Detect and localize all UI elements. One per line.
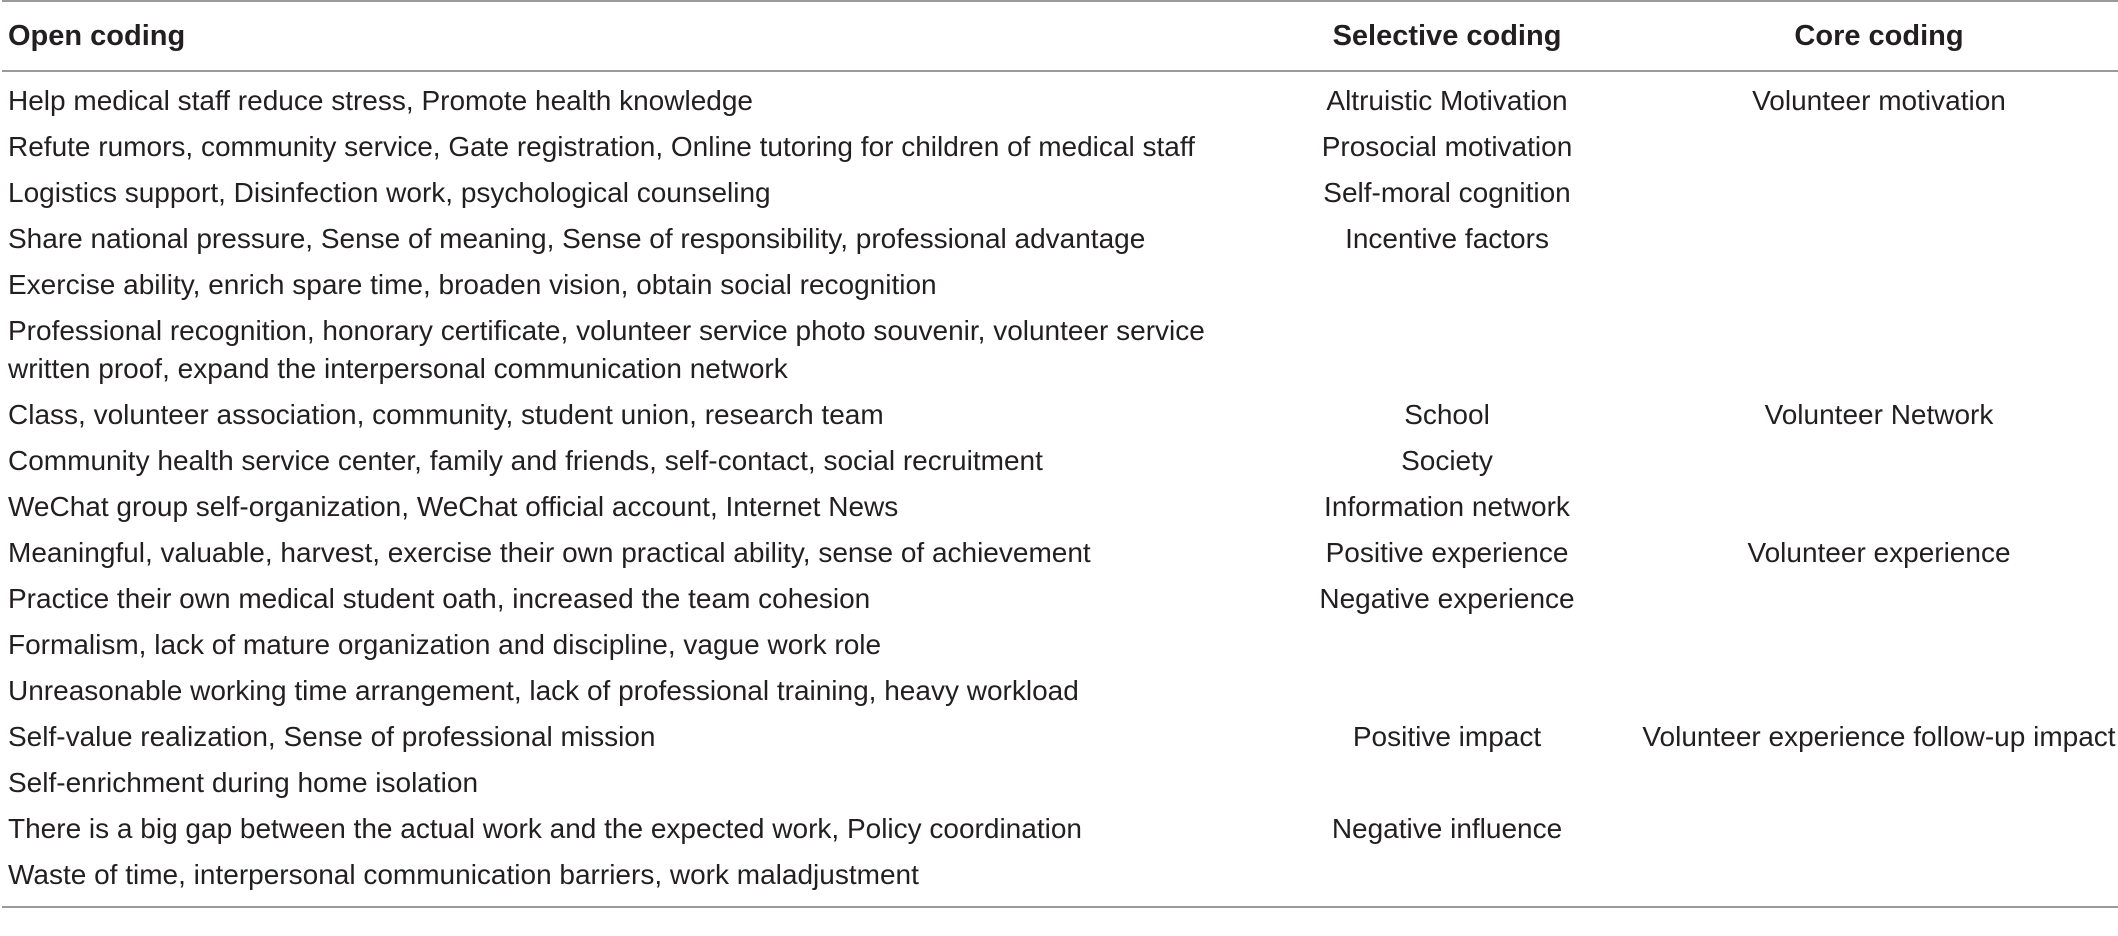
- table-row: [2, 259, 2118, 305]
- table-row: [2, 481, 2118, 527]
- cell-core-coding: [1638, 167, 2118, 213]
- cell-selective-coding: Negative experience: [1319, 583, 1575, 614]
- cell-core-coding: Volunteer motivation: [1752, 85, 2006, 116]
- cell-selective-coding: [1256, 305, 1638, 389]
- cell-core-coding: [1638, 573, 2118, 619]
- table-row: [2, 435, 2118, 481]
- cell-selective-coding: Self-moral cognition: [1323, 177, 1571, 208]
- table-row: [2, 665, 2118, 711]
- cell-core-coding: [1638, 481, 2118, 527]
- cell-open-coding: There is a big gap between the actual work and the expected work, Policy coordination: [8, 813, 1082, 844]
- cell-selective-coding: [1256, 849, 1638, 907]
- cell-core-coding: Volunteer experience: [1747, 537, 2011, 568]
- cell-open-coding: Exercise ability, enrich spare time, broaden vision, obtain social recognition: [8, 269, 937, 300]
- header-open-coding: Open coding: [2, 1, 1256, 71]
- table-row: [2, 213, 2118, 259]
- cell-open-coding: Share national pressure, Sense of meaning, Sense of responsibility, professional advantage: [8, 223, 1146, 254]
- cell-core-coding: [1638, 435, 2118, 481]
- cell-selective-coding: Positive impact: [1352, 721, 1542, 752]
- cell-selective-coding: [1256, 665, 1638, 711]
- cell-core-coding: [1638, 849, 2118, 907]
- cell-open-coding: Practice their own medical student oath, increased the team cohesion: [8, 583, 871, 614]
- cell-open-coding: Waste of time, interpersonal communication barriers, work maladjustment: [2, 849, 1256, 907]
- cell-selective-coding: [1256, 757, 1638, 803]
- cell-selective-coding: Society: [1401, 445, 1493, 476]
- cell-core-coding: [1638, 259, 2118, 305]
- cell-selective-coding: School: [1404, 399, 1490, 430]
- cell-open-coding: Logistics support, Disinfection work, psychological counseling: [8, 177, 771, 208]
- cell-core-coding: [1638, 305, 2118, 389]
- cell-selective-coding: Prosocial motivation: [1321, 131, 1573, 162]
- table-row: [2, 71, 2118, 121]
- cell-core-coding: [1638, 619, 2118, 665]
- cell-selective-coding: [1256, 259, 1638, 305]
- table-header: [2, 1, 2118, 71]
- cell-selective-coding: Negative influence: [1331, 813, 1563, 844]
- cell-core-coding: [1638, 665, 2118, 711]
- cell-open-coding: Community health service center, family and friends, self-contact, social recruitment: [8, 445, 1043, 476]
- table-row: [2, 167, 2118, 213]
- cell-open-coding: Refute rumors, community service, Gate registration, Online tutoring for children of medical staff: [8, 131, 1195, 162]
- cell-open-coding: Help medical staff reduce stress, Promote health knowledge: [8, 85, 753, 116]
- cell-selective-coding: Altruistic Motivation: [1326, 85, 1568, 116]
- cell-open-coding: Self-value realization, Sense of professional mission: [8, 721, 656, 752]
- cell-open-coding: Self-enrichment during home isolation: [8, 767, 479, 798]
- table-row: [2, 803, 2118, 849]
- cell-open-coding: Formalism, lack of mature organization and discipline, vague work role: [8, 629, 882, 660]
- cell-selective-coding: Information network: [1324, 491, 1570, 522]
- header-core-coding: Core coding: [1638, 1, 2118, 71]
- table-row: [2, 757, 2118, 803]
- cell-selective-coding: Incentive factors: [1345, 223, 1549, 254]
- cell-open-coding: Class, volunteer association, community, student union, research team: [8, 399, 884, 430]
- table-row: [2, 849, 2118, 907]
- cell-open-coding: Unreasonable working time arrangement, lack of professional training, heavy workload: [8, 675, 1079, 706]
- cell-selective-coding: [1256, 619, 1638, 665]
- cell-open-coding: WeChat group self-organization, WeChat official account, Internet News: [8, 491, 899, 522]
- header-selective-coding: Selective coding: [1256, 1, 1638, 71]
- table-row: [2, 573, 2118, 619]
- coding-table: [2, 0, 2118, 908]
- table-row: [2, 389, 2118, 435]
- header-row: [2, 1, 2118, 71]
- cell-core-coding: [1638, 213, 2118, 259]
- cell-open-coding: Professional recognition, honorary certificate, volunteer service photo souvenir, volunteer service written proof, expand the interpersonal communication network: [8, 315, 1205, 384]
- cell-core-coding: Volunteer experience follow-up impact: [1642, 721, 2116, 752]
- table-body: [2, 71, 2118, 907]
- table-row: [2, 711, 2118, 757]
- cell-selective-coding: Positive experience: [1325, 537, 1569, 568]
- table-row: [2, 121, 2118, 167]
- cell-core-coding: [1638, 803, 2118, 849]
- cell-core-coding: Volunteer Network: [1764, 399, 1994, 430]
- cell-core-coding: [1638, 121, 2118, 167]
- cell-open-coding: Meaningful, valuable, harvest, exercise their own practical ability, sense of achievement: [8, 537, 1091, 568]
- table-row: [2, 527, 2118, 573]
- table-row: [2, 305, 2118, 389]
- cell-core-coding: [1638, 757, 2118, 803]
- table-row: [2, 619, 2118, 665]
